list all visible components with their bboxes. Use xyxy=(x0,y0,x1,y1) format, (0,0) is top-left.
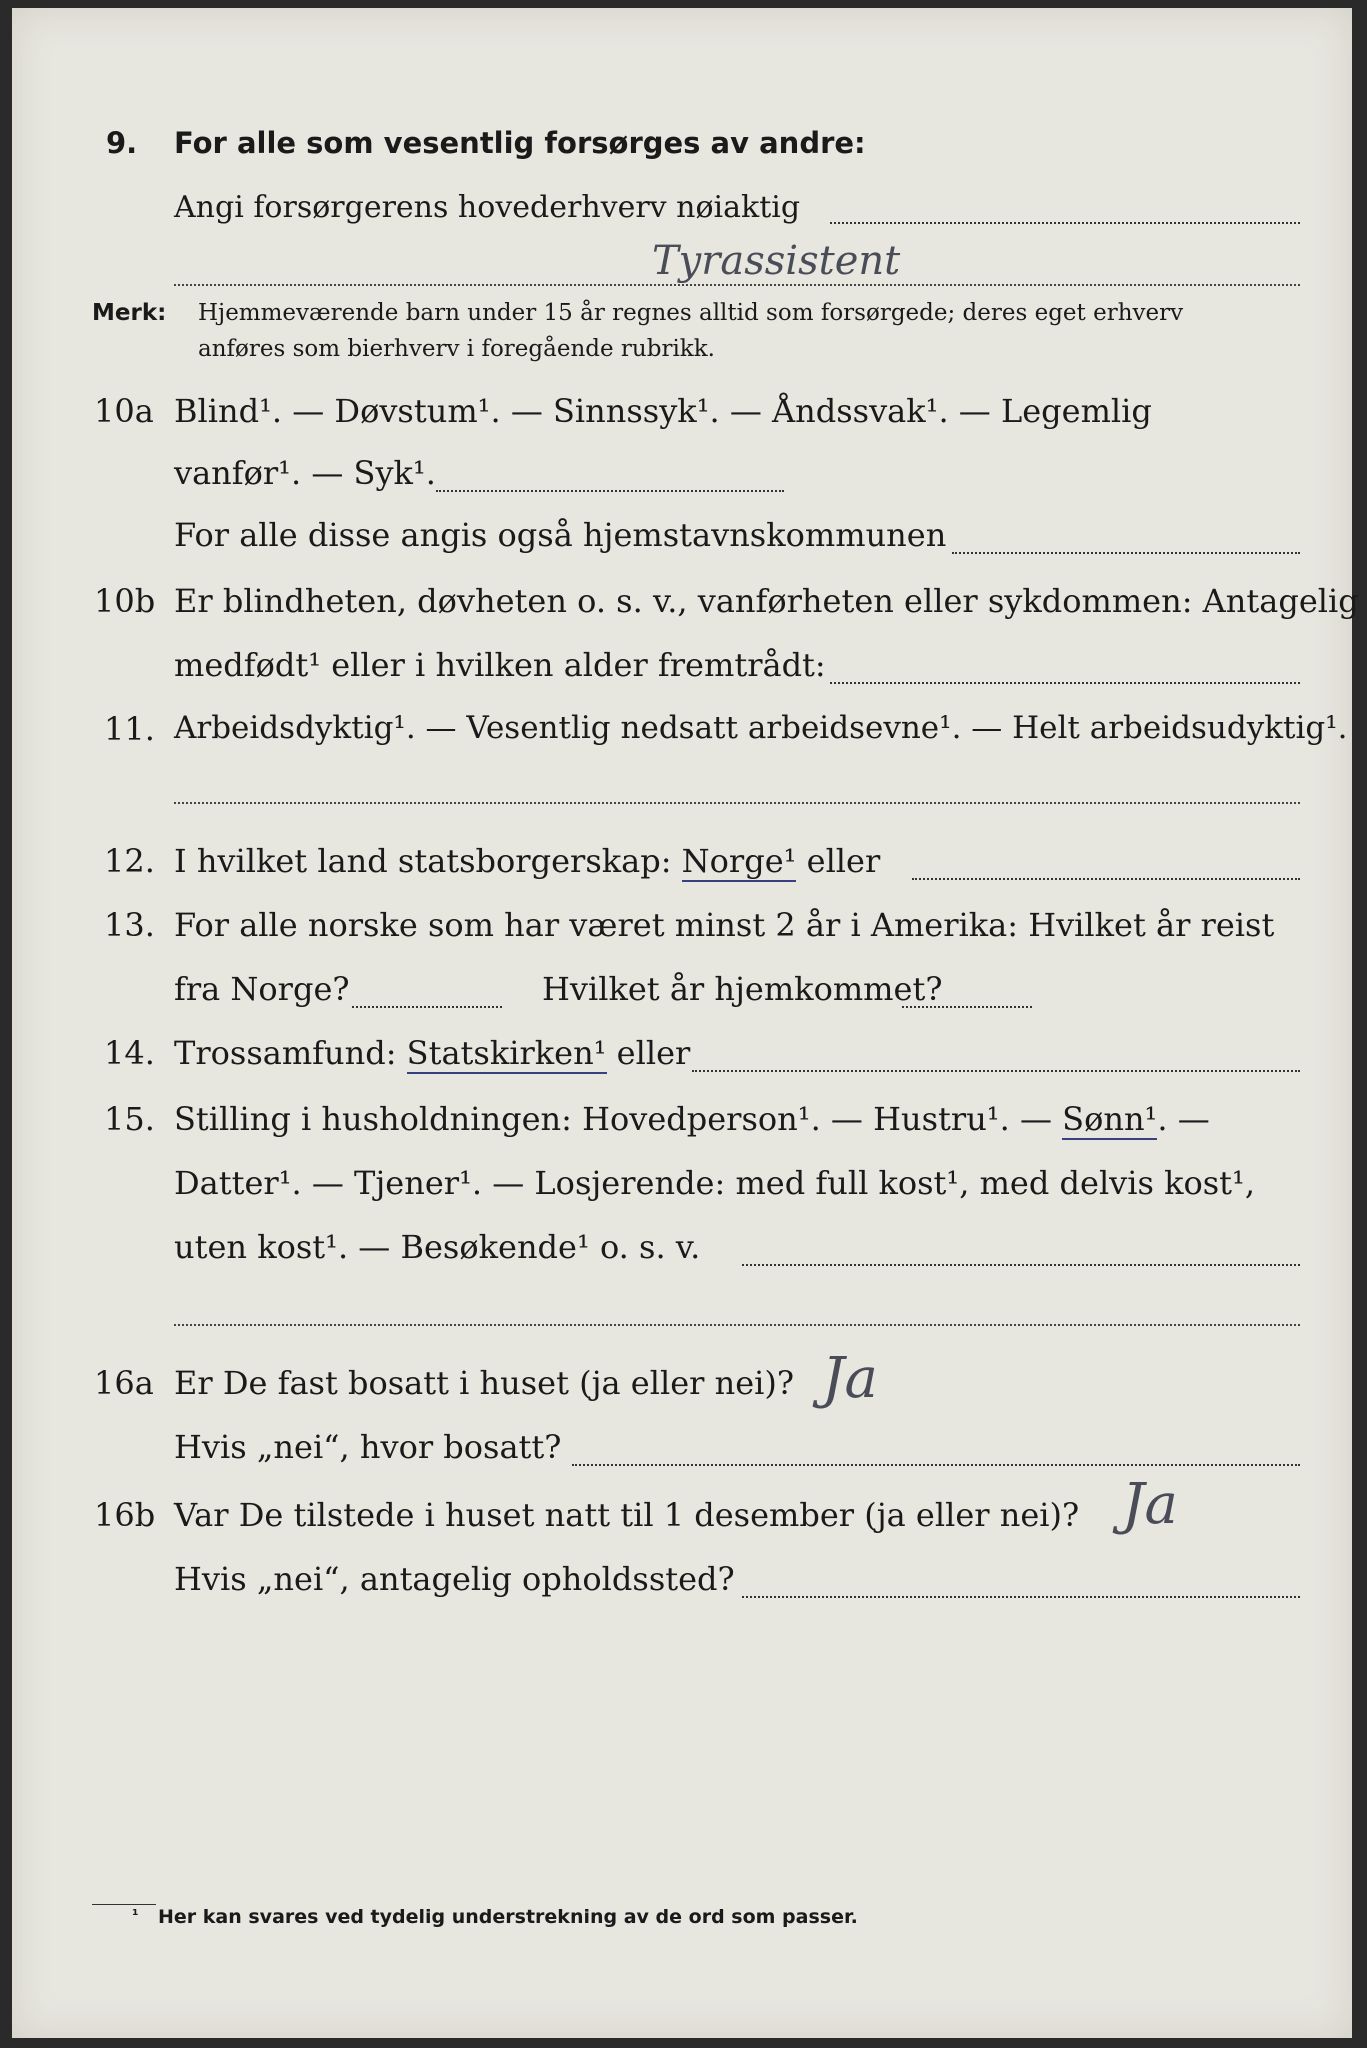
household-fill-line xyxy=(742,1264,1300,1266)
footnote-rule xyxy=(92,1904,156,1905)
emigration-year-line xyxy=(352,1006,502,1008)
illness-fill-line xyxy=(436,490,784,492)
handwritten-answer-16b: Ja xyxy=(1122,1472,1178,1537)
answer-line xyxy=(174,284,1300,286)
sonn-underlined: Sønn¹ xyxy=(1062,1100,1158,1138)
norge-underlined: Norge¹ xyxy=(681,842,797,880)
religion-fill-line xyxy=(692,1070,1300,1072)
work-ability-line xyxy=(174,802,1300,804)
return-year-line xyxy=(902,1006,1032,1008)
handwritten-answer-16a: Ja xyxy=(822,1346,878,1411)
statskirken-underlined: Statskirken¹ xyxy=(406,1034,607,1072)
household-extra-line xyxy=(174,1324,1300,1326)
residence-fill-line xyxy=(572,1464,1300,1466)
handwritten-occupation: Tyrassistent xyxy=(652,238,901,284)
citizenship-text: I hvilket land statsborgerskap: Norge¹ eller xyxy=(174,842,881,880)
occupation-fill-line xyxy=(830,222,1300,224)
onset-fill-line xyxy=(830,682,1300,684)
citizenship-fill-line xyxy=(912,878,1300,880)
census-form-page: 9. For alle som vesentlig forsørges av andre: Angi forsørgerens hovederhverv nøiaktig Tyrassistent Merk: Hjemmeværende barn under 15 år regnes alltid som forsørgede; deres eget erhverv anføres som bierhverv i foregående rubrikk. 10a Blind¹. — Døvstum¹. — Sinnssyk¹. — Åndssvak¹. — Legemlig vanfør¹. — Syk¹. For alle disse angis også hjemstavnskommunen 10b Er blindheten, døvheten o. s. v., vanførheten eller sykdommen: Antagelig medfødt¹ eller i hvilken alder fremtrådt: 11. Arbeidsdyktig¹. — Vesentlig nedsatt arbeidsevne¹. — Helt arbeidsudyktig¹. 12. I hvilket land statsborgerskap: Norge¹ eller 13. For alle norske som har været minst 2 år i Amerika: Hvilket år reist fra Norge? Hvilket år hjemkommet? 14. Trossamfund: Statskirken¹ eller 15. Stilling i husholdningen: Hovedperson¹. — Hustru¹. — Sønn¹. — Datter¹. — Tjener¹. — Losjerende: med full kost¹, med delvis kost¹, uten kost¹. — Besøkende¹ o. s. v. 16a Er De fast bosatt i huset (ja eller nei)? Ja Hvis „nei“, hvor bosatt? 16b Var De tilstede i huset natt til 1 desember (ja eller nei)? Ja Hvis „nei“, antagelig opholdssted? ¹ Her kan svares ved tydelig understrekning av de ord som passer. xyxy=(12,8,1352,2038)
religion-text: Trossamfund: Statskirken¹ eller xyxy=(174,1034,691,1072)
whereabouts-fill-line xyxy=(742,1596,1300,1598)
home-municipality-fill-line xyxy=(952,552,1300,554)
household-text: Stilling i husholdningen: Hovedperson¹. — Hustru¹. — Sønn¹. — xyxy=(174,1100,1210,1138)
